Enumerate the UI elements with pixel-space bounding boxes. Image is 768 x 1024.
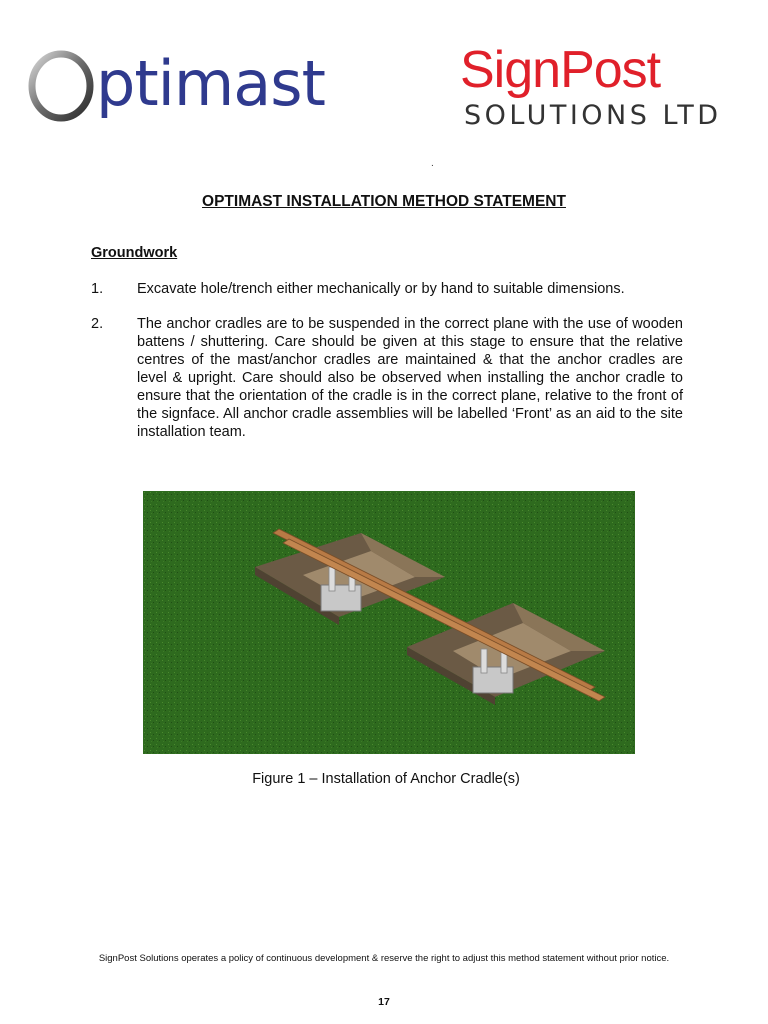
grass-background: [143, 491, 635, 754]
stray-dot: .: [431, 158, 434, 169]
optimast-wordmark: ptimast: [96, 47, 325, 120]
list-item-number: 1.: [91, 281, 104, 297]
optimast-logo: [28, 44, 358, 124]
signpost-subtitle: SOLUTIONS LTD: [464, 100, 722, 131]
list-item-text: Excavate hole/trench either mechanically or by hand to suitable dimensions.: [137, 281, 625, 297]
signpost-wordmark: SignPost: [460, 41, 661, 99]
optimast-ring-icon: [28, 50, 94, 122]
signpost-logo: [460, 40, 750, 130]
document-title: OPTIMAST INSTALLATION METHOD STATEMENT: [202, 193, 566, 210]
page-number: 17: [378, 996, 390, 1008]
footer-note: SignPost Solutions operates a policy of continuous development & reserve the right to adjust this method statement without prior notice.: [98, 953, 670, 964]
figure-caption: Figure 1 – Installation of Anchor Cradle(s): [252, 771, 520, 787]
anchor-cradle-figure: [143, 491, 635, 754]
list-item-text: The anchor cradles are to be suspended in the correct plane with the use of wooden battens / shuttering. Care should be given at this stage to ensure that the relative centres of the mast/anchor cradles are maintained & that the anchor cradles are level & upright. Care should also be observed when installing the anchor cradle to ensure that the orientation of the cradle is in the correct plane, relative to the front of the signface. All anchor cradle assemblies will be labelled ‘Front’ as an aid to the site installation team.: [137, 316, 683, 440]
section-heading: Groundwork: [91, 245, 178, 261]
list-item-number: 2.: [91, 316, 104, 332]
